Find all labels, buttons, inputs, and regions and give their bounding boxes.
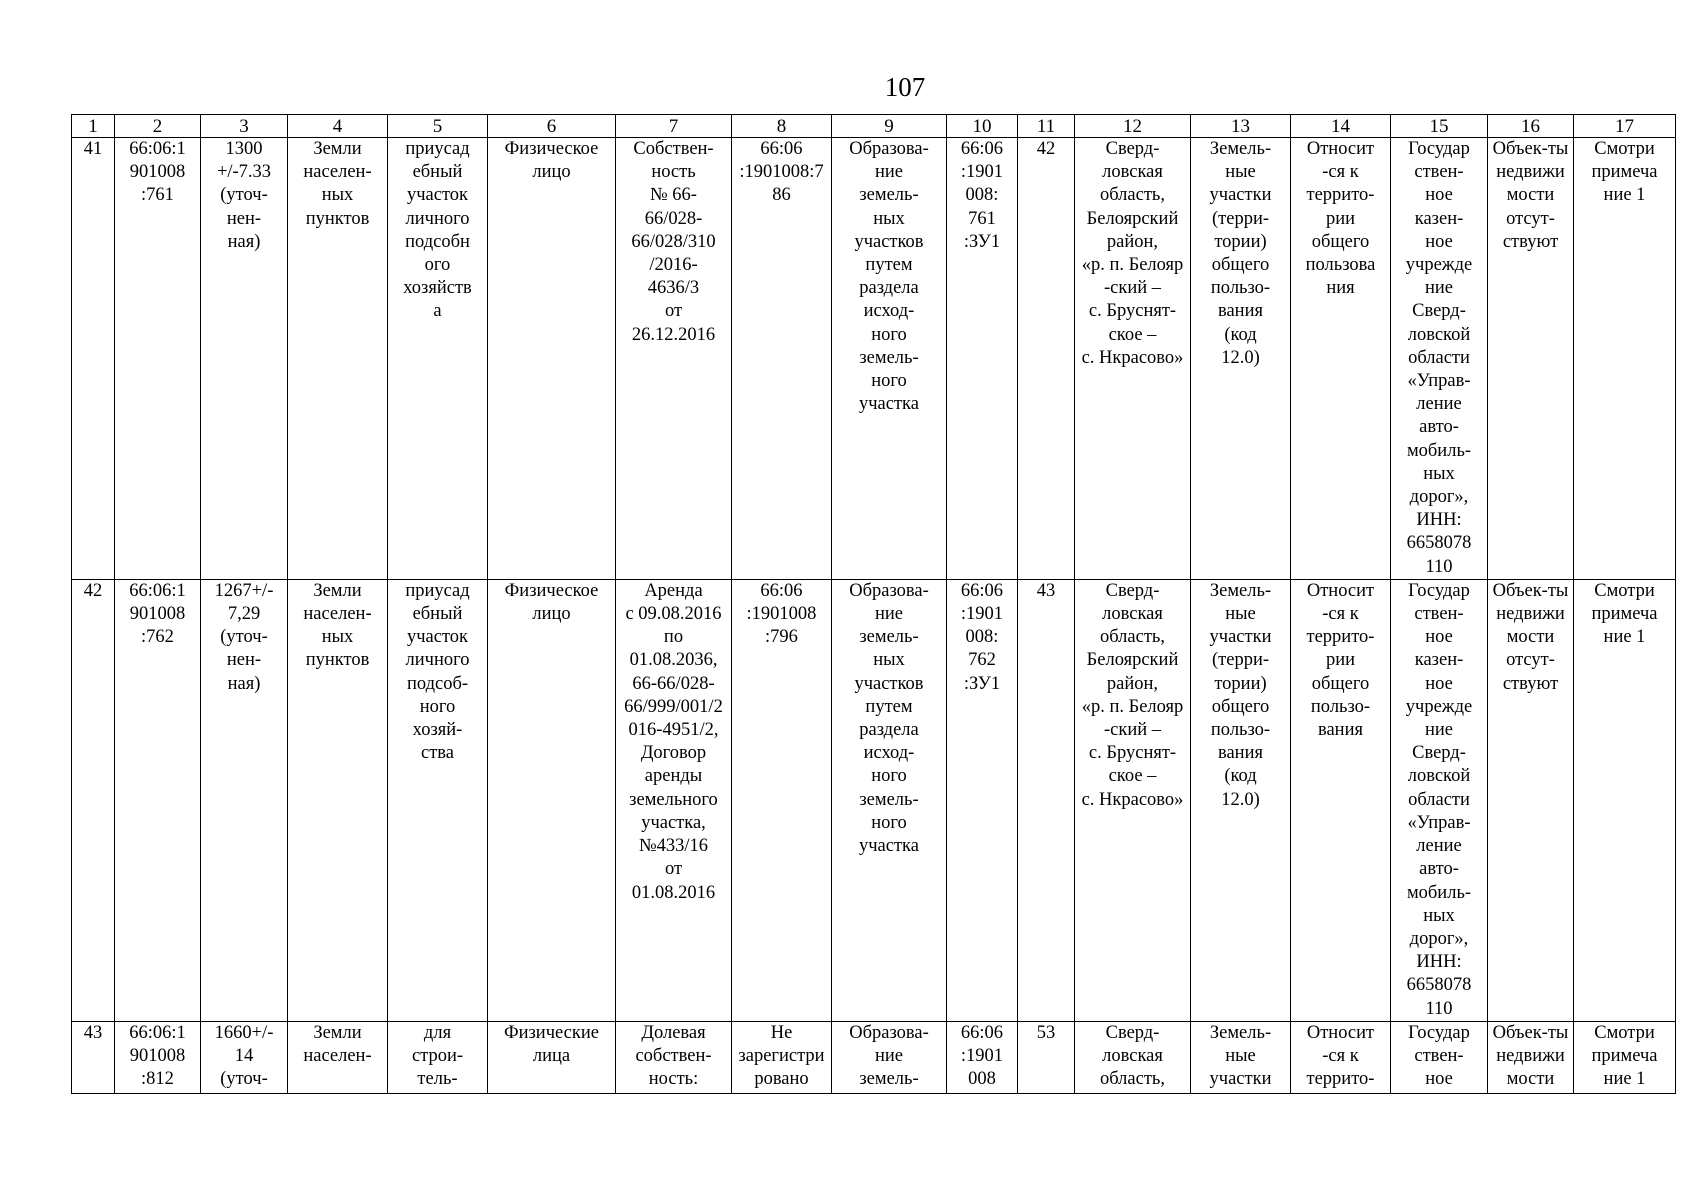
table-cell: Относит -ся к террито- рии общего пользо- вания xyxy=(1291,579,1391,1021)
table-cell: Относит -ся к террито- xyxy=(1291,1021,1391,1093)
table-cell: Объек-ты недвижи мости отсут- ствуют xyxy=(1488,579,1574,1021)
table-cell: приусад ебный участок личного подсобн ого хозяйств а xyxy=(388,138,488,580)
table-cell: Сверд- ловская область, Белоярский район, «р. п. Белояр -ский – с. Бруснят- ское – с. Нкрасово» xyxy=(1075,579,1191,1021)
table-cell: Относит -ся к террито- рии общего пользова ния xyxy=(1291,138,1391,580)
table-cell: 66:06 :1901 008 xyxy=(947,1021,1018,1093)
land-plots-table xyxy=(71,114,1676,1094)
table-cell: 53 xyxy=(1018,1021,1075,1093)
table-cell: Земель- ные участки xyxy=(1191,1021,1291,1093)
table-cell: Сверд- ловская область, xyxy=(1075,1021,1191,1093)
table-cell: Образова- ние земель- ных участков путем раздела исход- ного земель- ного участка xyxy=(832,579,947,1021)
column-header: 8 xyxy=(732,115,832,138)
column-header: 2 xyxy=(115,115,201,138)
column-header: 9 xyxy=(832,115,947,138)
table-cell: приусад ебный участок личного подсоб- ного хозяй- ства xyxy=(388,579,488,1021)
table-cell: Государ ствен- ное казен- ное учрежде ние Сверд- ловской области «Управ- ление авто- мобиль- ных дорог», ИНН: 6658078 110 xyxy=(1391,579,1488,1021)
table-cell: Смотри примеча ние 1 xyxy=(1574,1021,1676,1093)
table-row xyxy=(72,138,1676,580)
column-header: 17 xyxy=(1574,115,1676,138)
table-cell: Смотри примеча ние 1 xyxy=(1574,138,1676,580)
column-header: 6 xyxy=(488,115,616,138)
table-cell: Государ ствен- ное xyxy=(1391,1021,1488,1093)
table-cell: Аренда с 09.08.2016 по 01.08.2036, 66-66/028- 66/999/001/2 016-4951/2, Договор аренды земельного участка, №433/16 от 01.08.2016 xyxy=(616,579,732,1021)
table-cell: 43 xyxy=(1018,579,1075,1021)
header-row xyxy=(72,115,1676,138)
table-cell: 66:06 :1901008:7 86 xyxy=(732,138,832,580)
table-cell: Объек-ты недвижи мости xyxy=(1488,1021,1574,1093)
column-header: 1 xyxy=(72,115,115,138)
table-cell: 66:06:1 901008 :812 xyxy=(115,1021,201,1093)
table-cell: Долевая собствен- ность: xyxy=(616,1021,732,1093)
table-cell: Земли населен- xyxy=(288,1021,388,1093)
table-row xyxy=(72,579,1676,1021)
table-cell: Физические лица xyxy=(488,1021,616,1093)
column-header: 16 xyxy=(1488,115,1574,138)
table-cell: Земель- ные участки (терри- тории) общего пользо- вания (код 12.0) xyxy=(1191,138,1291,580)
column-header: 10 xyxy=(947,115,1018,138)
table-cell: 66:06:1 901008 :761 xyxy=(115,138,201,580)
table-cell: Земли населен- ных пунктов xyxy=(288,579,388,1021)
column-header: 11 xyxy=(1018,115,1075,138)
table-cell: Собствен- ность № 66- 66/028- 66/028/310 /2016- 4636/3 от 26.12.2016 xyxy=(616,138,732,580)
column-header: 3 xyxy=(201,115,288,138)
table-cell: Физическое лицо xyxy=(488,138,616,580)
table-cell: Земли населен- ных пунктов xyxy=(288,138,388,580)
column-header: 5 xyxy=(388,115,488,138)
column-header: 4 xyxy=(288,115,388,138)
table-cell: 66:06 :1901 008: 761 :ЗУ1 xyxy=(947,138,1018,580)
table-cell: 66:06 :1901008 :796 xyxy=(732,579,832,1021)
table-cell: Объек-ты недвижи мости отсут- ствуют xyxy=(1488,138,1574,580)
table-cell: 42 xyxy=(1018,138,1075,580)
column-header: 14 xyxy=(1291,115,1391,138)
column-header: 15 xyxy=(1391,115,1488,138)
table-cell: Образова- ние земель- ных участков путем раздела исход- ного земель- ного участка xyxy=(832,138,947,580)
table-cell: 1300 +/-7.33 (уточ- нен- ная) xyxy=(201,138,288,580)
table-cell: Физическое лицо xyxy=(488,579,616,1021)
table-cell: 1660+/- 14 (уточ- xyxy=(201,1021,288,1093)
table-cell: 43 xyxy=(72,1021,115,1093)
column-header: 12 xyxy=(1075,115,1191,138)
column-header: 7 xyxy=(616,115,732,138)
table-cell: 66:06 :1901 008: 762 :ЗУ1 xyxy=(947,579,1018,1021)
table-cell: 41 xyxy=(72,138,115,580)
table-cell: Образова- ние земель- xyxy=(832,1021,947,1093)
table-cell: Земель- ные участки (терри- тории) общего пользо- вания (код 12.0) xyxy=(1191,579,1291,1021)
table-row xyxy=(72,1021,1676,1093)
table-cell: Сверд- ловская область, Белоярский район, «р. п. Белояр -ский – с. Бруснят- ское – с. Нкрасово» xyxy=(1075,138,1191,580)
table-cell: 42 xyxy=(72,579,115,1021)
table-cell: Смотри примеча ние 1 xyxy=(1574,579,1676,1021)
column-header: 13 xyxy=(1191,115,1291,138)
table-cell: Не зарегистри ровано xyxy=(732,1021,832,1093)
table-cell: для строи- тель- xyxy=(388,1021,488,1093)
table-cell: 1267+/- 7,29 (уточ- нен- ная) xyxy=(201,579,288,1021)
table-cell: Государ ствен- ное казен- ное учрежде ние Сверд- ловской области «Управ- ление авто- мобиль- ных дорог», ИНН: 6658078 110 xyxy=(1391,138,1488,580)
table-cell: 66:06:1 901008 :762 xyxy=(115,579,201,1021)
page-number: 107 xyxy=(884,72,926,102)
